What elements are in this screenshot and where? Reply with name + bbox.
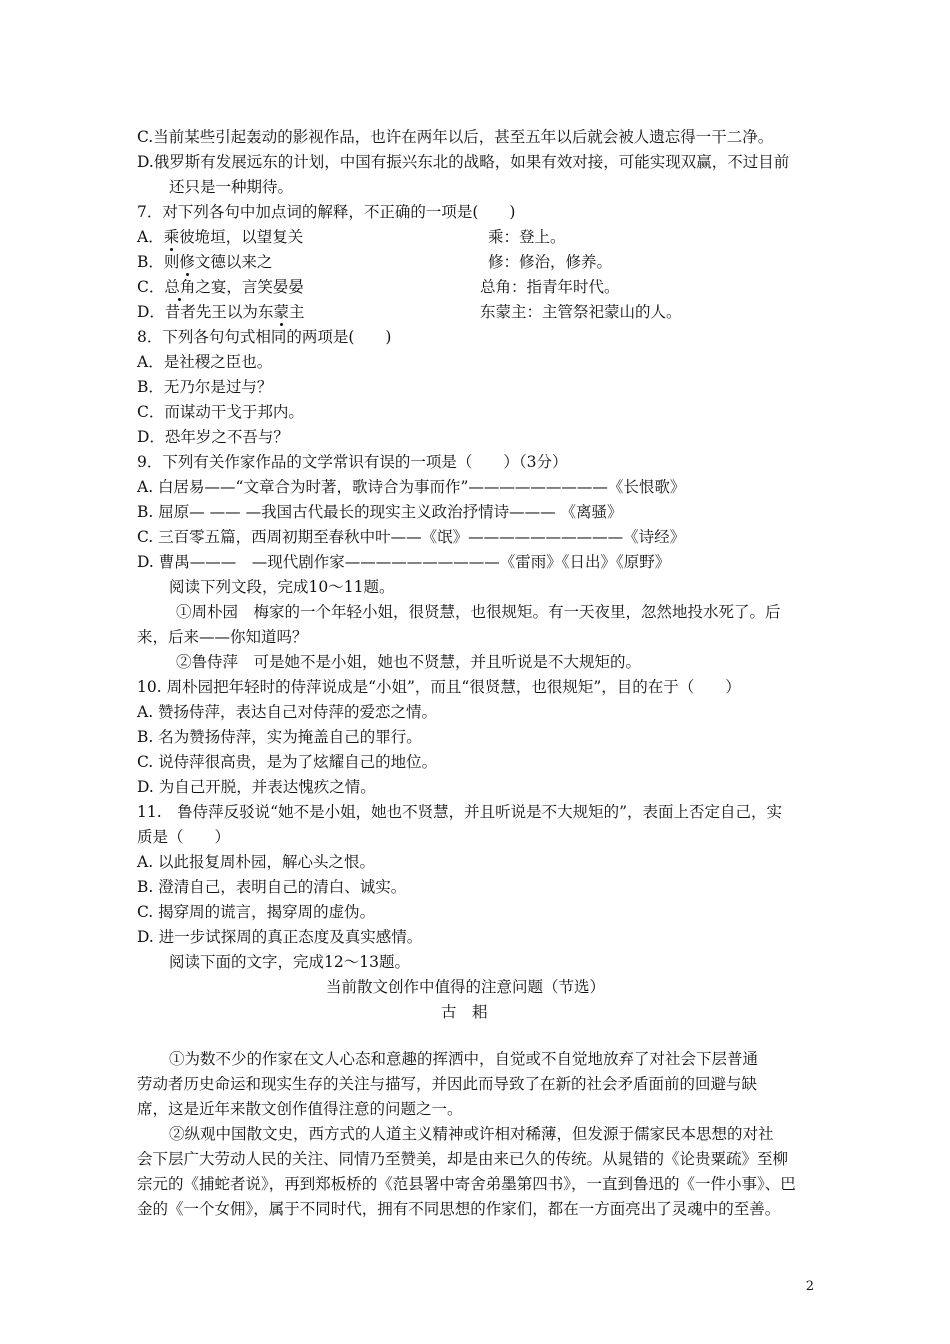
q7-option-c: C．总角之宴，言笑晏晏 [137, 278, 304, 296]
q11-stem-line1: 11. 鲁侍萍反驳说“她不是小姐，她也不贤慧，并且听说是不大规矩的”，表面上否定自己，实 [137, 803, 783, 821]
q6-option-d-line2: 还只是一种期待。 [169, 178, 294, 196]
article-paragraph2-line3: 宗元的《捕蛇者说》，再到郑板桥的《范县署中寄舍弟墨第四书》，一直到鲁迅的《一件小事》、巴 [137, 1175, 796, 1193]
q9-option-a: A. 白居易——“文章合为时著，歌诗合为事而作”—————————《长恨歌》 [137, 478, 686, 496]
q11-option-c: C. 揭穿周的谎言，揭穿周的虚伪。 [137, 903, 376, 921]
article-paragraph1-line1: ①为数不少的作家在文人心态和意趣的挥洒中，自觉或不自觉地放弃了对社会下层普通 [169, 1050, 759, 1068]
q9-option-d: D. 曹禺——— —现代剧作家——————————《雷雨》《日出》《原野》 [137, 553, 671, 571]
article-paragraph2-line4: 金的《一个女佣》，属于不同时代，拥有不同思想的作家们，都在一方面亮出了灵魂中的至善。 [137, 1200, 781, 1218]
q11-option-d: D. 进一步试探周的真正态度及真实感情。 [137, 928, 423, 946]
q8-option-c: C．而谋动干戈于邦内。 [137, 403, 304, 421]
q9-stem: 9．下列有关作家作品的文学常识有误的一项是（ ）（3分） [137, 453, 568, 471]
article-paragraph2-line2: 会下层广大劳动人民的关注、同情乃至赞美，却是由来已久的传统。从晁错的《论贵粟疏》至柳 [137, 1150, 789, 1168]
q6-option-c: C.当前某些引起轰动的影视作品，也许在两年以后，甚至五年以后就会被人遗忘得一干二净。 [137, 128, 774, 146]
article-paragraph1-line2: 劳动者历史命运和现实生存的关注与描写，并因此而导致了在新的社会矛盾面前的回避与缺 [137, 1075, 758, 1093]
q8-option-a: A．是社稷之臣也。 [137, 353, 273, 371]
q7-stem: 7．对下列各句中加点词的解释，不正确的一项是( ) [137, 203, 516, 221]
q7-option-a: A．乘彼垝垣，以望复关 [137, 228, 304, 246]
q9-option-b: B. 屈原— —— —我国古代最长的现实主义政治抒情诗——— 《离骚》 [137, 503, 623, 521]
q11-option-b: B. 澄清自己，表明自己的清白、诚实。 [137, 878, 407, 896]
q9-option-c: C. 三百零五篇，西周初期至春秋中叶——《氓》——————————《诗经》 [137, 528, 686, 546]
article-author: 古 耜 [441, 1003, 488, 1021]
article-paragraph2-line1: ②纵观中国散文史，西方式的人道主义精神或许相对稀薄，但发源于儒家民本思想的对社 [169, 1125, 774, 1143]
q7-option-b-explain: 修：修治，修养。 [488, 253, 613, 271]
reading1-paragraph1-line2: 来，后来——你知道吗？ [137, 628, 308, 646]
q10-option-d: D. 为自己开脱，并表达愧疚之情。 [137, 778, 376, 796]
reading1-paragraph1-line1: ①周朴园 梅家的一个年轻小姐，很贤慧，也很规矩。有一天夜里，忽然地投水死了。后 [176, 603, 781, 621]
page-number: 2 [805, 1279, 814, 1294]
q7-option-d-explain: 东蒙主：主管祭祀蒙山的人。 [480, 303, 682, 321]
q7-option-d: D．昔者先王以为东蒙主 [137, 303, 305, 321]
dotted-word: 乘 [163, 228, 180, 246]
q11-stem-line2: 质是（ ） [137, 828, 231, 846]
article-title: 当前散文创作中值得的注意问题（节选） [326, 978, 606, 996]
dotted-word: 总角 [164, 278, 196, 296]
q10-stem: 10. 周朴园把年轻时的侍萍说成是“小姐”，而且“很贤慧，也很规矩”，目的在于（ ） [137, 678, 741, 696]
dotted-word: 东蒙主 [257, 303, 305, 321]
reading1-intro: 阅读下列文段，完成10～11题。 [169, 578, 395, 596]
dotted-word: 修 [179, 253, 195, 271]
q8-option-d: D．恐年岁之不吾与？ [137, 428, 289, 446]
reading2-intro: 阅读下面的文字，完成12～13题。 [169, 953, 410, 971]
q7-option-b: B．则修文德以来之 [137, 253, 273, 271]
q8-stem: 8．下列各句句式相同的两项是( ) [137, 328, 392, 346]
q11-option-a: A. 以此报复周朴园，解心头之恨。 [137, 853, 376, 871]
q7-option-c-explain: 总角：指青年时代。 [480, 278, 620, 296]
q6-option-d-line1: D.俄罗斯有发展远东的计划，中国有振兴东北的战略，如果有效对接，可能实现双赢，不过目前 [137, 153, 790, 171]
article-paragraph1-line3: 席，这是近年来散文创作值得注意的问题之一。 [137, 1100, 463, 1118]
q10-option-c: C. 说侍萍很高贵，是为了炫耀自己的地位。 [137, 753, 438, 771]
q7-option-a-explain: 乘：登上。 [488, 228, 566, 246]
q8-option-b: B．无乃尔是过与？ [137, 378, 273, 396]
q10-option-b: B. 名为赞扬侍萍，实为掩盖自己的罪行。 [137, 728, 422, 746]
reading1-paragraph2: ②鲁侍萍 可是她不是小姐，她也不贤慧，并且听说是不大规矩的。 [176, 653, 642, 671]
q10-option-a: A. 赞扬侍萍，表达自己对侍萍的爱恋之情。 [137, 703, 438, 721]
